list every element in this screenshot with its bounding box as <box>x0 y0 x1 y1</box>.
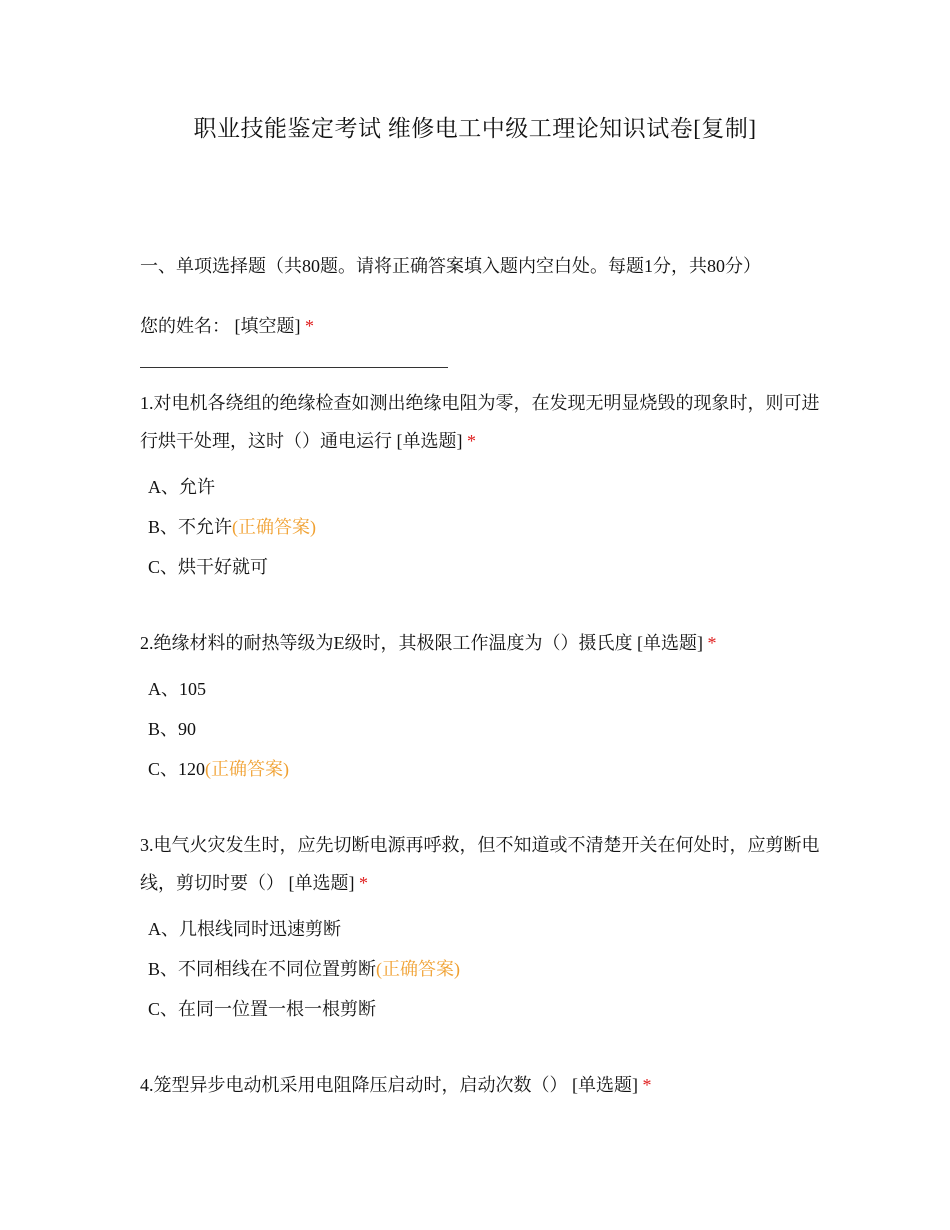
question-text: 4.笼型异步电动机采用电阻降压启动时，启动次数（） <box>140 1075 568 1095</box>
question-2 <box>140 624 820 662</box>
name-label: 您的姓名： <box>140 316 230 336</box>
correct-answer-tag: (正确答案) <box>376 959 461 979</box>
correct-answer-tag: (正确答案) <box>205 759 290 779</box>
option[interactable] <box>148 949 460 989</box>
option[interactable] <box>148 749 289 789</box>
option[interactable] <box>148 467 316 507</box>
question-4 <box>140 1066 820 1104</box>
question-type-tag: [单选题] <box>572 1075 638 1095</box>
option[interactable] <box>148 989 460 1029</box>
option-label: C、烘干好就可 <box>148 557 269 577</box>
option-label: B、90 <box>148 719 197 739</box>
correct-answer-tag: (正确答案) <box>232 517 317 537</box>
question-3 <box>140 826 820 902</box>
option-label: B、不允许 <box>148 517 233 537</box>
option-label: B、不同相线在不同位置剪断 <box>148 959 377 979</box>
option-label: A、允许 <box>148 477 215 497</box>
option[interactable] <box>148 909 460 949</box>
option[interactable] <box>148 547 316 587</box>
question-1-options <box>148 467 316 587</box>
question-type-tag: [单选题] <box>637 633 703 653</box>
name-question <box>140 312 314 338</box>
option[interactable] <box>148 507 316 547</box>
option-label: A、105 <box>148 679 206 699</box>
question-text: 3.电气火灾发生时，应先切断电源再呼救，但不知道或不清楚开关在何处时，应剪断电线，剪切时要（） <box>140 835 820 893</box>
required-mark: * <box>467 431 476 451</box>
question-type-tag: [填空题] <box>234 316 301 336</box>
question-text: 2.绝缘材料的耐热等级为E级时，其极限工作温度为（）摄氏度 <box>140 633 633 653</box>
question-1 <box>140 384 820 460</box>
question-3-options <box>148 909 460 1029</box>
option-label: A、几根线同时迅速剪断 <box>148 919 341 939</box>
option-label: C、120 <box>148 759 206 779</box>
question-2-options <box>148 669 289 789</box>
option-label: C、在同一位置一根一根剪断 <box>148 999 377 1019</box>
option[interactable] <box>148 709 289 749</box>
name-answer-line[interactable] <box>140 367 448 368</box>
section-heading: 一、单项选择题（共80题。请将正确答案填入题内空白处。每题1分，共80分） <box>140 256 761 276</box>
required-mark: * <box>707 633 717 653</box>
question-text: 1.对电机各绕组的绝缘检查如测出绝缘电阻为零，在发现无明显烧毁的现象时，则可进行烘干处理，这时（）通电运行 <box>140 393 820 451</box>
required-mark: * <box>642 1075 652 1095</box>
required-mark: * <box>359 873 368 893</box>
question-type-tag: [单选题] <box>396 431 463 451</box>
required-mark: * <box>305 316 314 336</box>
page-title: 职业技能鉴定考试 维修电工中级工理论知识试卷[复制] <box>193 116 757 141</box>
option[interactable] <box>148 669 289 709</box>
question-type-tag: [单选题] <box>288 873 355 893</box>
